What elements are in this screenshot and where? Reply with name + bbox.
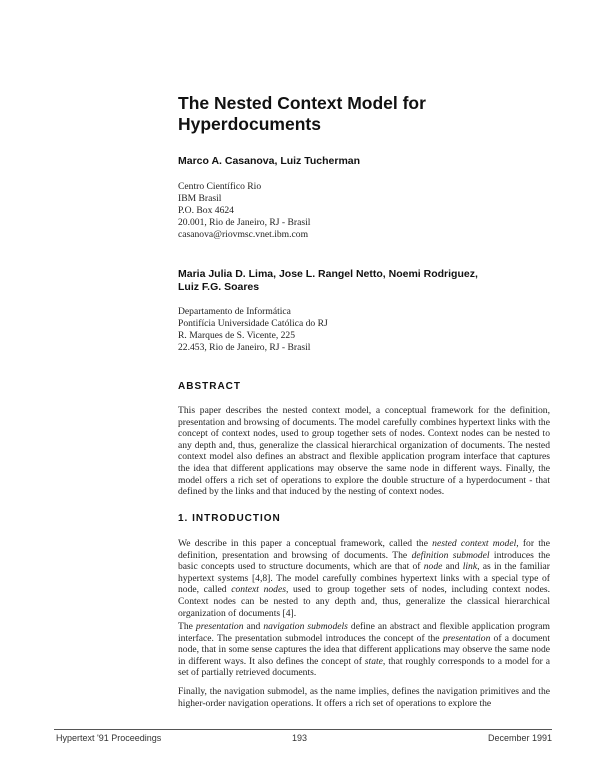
abstract-heading: ABSTRACT [178, 381, 241, 392]
footer-proceedings: Hypertext '91 Proceedings [56, 733, 162, 743]
abstract-text: This paper describes the nested context model, a conceptual framework for the definition, presentation and browsing of documents. The model carefully combines hypertext links with the concept of context nodes, used to group together sets of nodes. Context nodes can be nested to any depth and, thus, generalize the classical hierarchical organization of documents. The nested context model also defines an abstract and flexible application program interface that captures the idea that different applications may observe the same node in different ways. Finally, the model offers a rich set of operations to explore the double structure of a hyperdocument - that defined by the links and that induced by the nesting of context nodes. [178, 405, 550, 498]
title-line-2: Hyperdocuments [178, 114, 321, 134]
affiliation-line: Centro Científico Rio [178, 181, 262, 192]
title-line-1: The Nested Context Model for [178, 93, 426, 113]
introduction-heading: 1. INTRODUCTION [178, 513, 281, 524]
emphasis: context nodes [231, 584, 286, 596]
affiliation-line: IBM Brasil [178, 193, 222, 204]
affiliation-line: Departamento de Informática [178, 306, 291, 317]
affiliation-1 [178, 181, 310, 241]
emphasis: link [462, 561, 478, 573]
affiliation-line: 22.453, Rio de Janeiro, RJ - Brasil [178, 342, 311, 353]
emphasis: definition submodel [411, 549, 490, 561]
emphasis: presentation [442, 632, 491, 644]
author-names-line: Marco A. Casanova, Luiz Tucherman [178, 155, 361, 167]
intro-paragraph-1: We describe in this paper a conceptual framework, called the nested context model, for the definition, presentation and browsing of documents. The definition submodel introduces the basic concepts used to structure documents, which are that of node and link, as in the familiar hypertext systems [4,8]. The model carefully combines hypertext links with a special type of node, called context nodes, used to group together sets of nodes, including context nodes. Context nodes can be nested to any depth and, thus, generalize the classical hierarchical organization of documents [4]. [178, 538, 550, 619]
emphasis: state [364, 655, 383, 667]
footer-rule [54, 729, 552, 730]
affiliation-line: P.O. Box 4624 [178, 205, 234, 216]
email-address: casanova@riovmsc.vnet.ibm.com [178, 229, 309, 240]
page-number: 193 [292, 733, 308, 743]
intro-paragraph-2: The presentation and navigation submodels define an abstract and flexible application program interface. The presentation submodel introduces the concept of the presentation of a document node, that in some sense captures the idea that different applications may observe the same node in different ways. It also defines the concept of state, that roughly corresponds to a model for a set of partially retrieved documents. [178, 621, 551, 679]
intro-paragraph-3: Finally, the navigation submodel, as the name implies, defines the navigation primitives and the higher-order navigation operations. It offers a rich set of operations to explore the [178, 686, 550, 709]
footer-date: December 1991 [488, 733, 553, 743]
affiliation-line: Pontifícia Universidade Católica do RJ [178, 318, 328, 329]
author-names-line: Maria Julia D. Lima, Jose L. Rangel Netto, Noemi Rodriguez, [178, 268, 478, 280]
emphasis: node [423, 561, 443, 573]
emphasis: nested context model [432, 538, 517, 549]
emphasis: presentation [195, 621, 244, 632]
author-names-line: Luiz F.G. Soares [178, 281, 260, 293]
emphasis: navigation submodels [263, 621, 348, 632]
author-names-2 [178, 268, 478, 294]
affiliation-line: R. Marques de S. Vicente, 225 [178, 330, 296, 341]
author-names-1 [178, 155, 360, 168]
affiliation-line: 20.001, Rio de Janeiro, RJ - Brasil [178, 217, 311, 228]
affiliation-2 [178, 306, 328, 354]
paper-title [178, 93, 426, 135]
